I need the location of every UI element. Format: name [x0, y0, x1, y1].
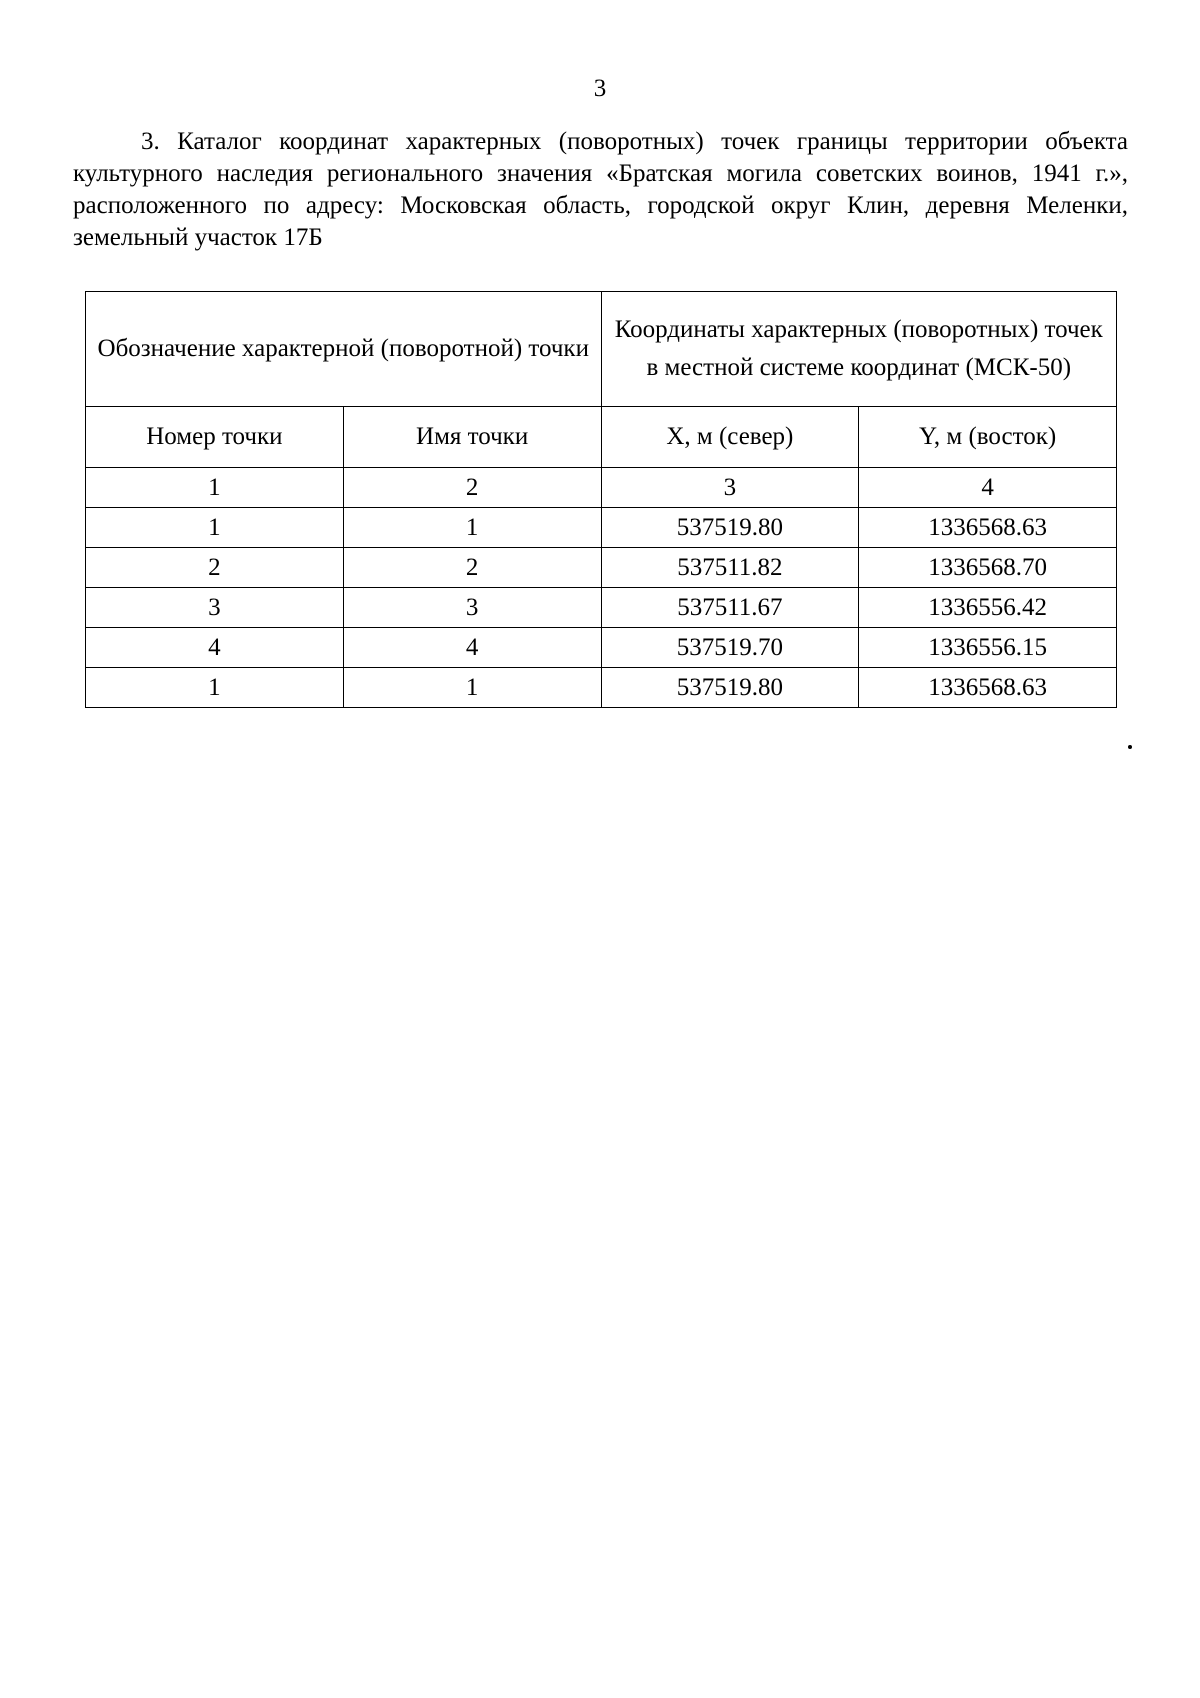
point-number-cell: 2: [86, 548, 344, 588]
table-row: [86, 508, 1117, 548]
point-name-cell: 2: [343, 548, 601, 588]
y-coordinate-cell: 1336568.63: [859, 508, 1117, 548]
table-row: [86, 588, 1117, 628]
point-name-cell: 3: [343, 588, 601, 628]
stray-dot-mark: [1128, 745, 1132, 749]
coordinates-table: [85, 291, 1117, 708]
x-coordinate-cell: 537519.70: [601, 628, 859, 668]
y-coordinate-cell: 1336568.70: [859, 548, 1117, 588]
table-row: [86, 548, 1117, 588]
table-row: [86, 628, 1117, 668]
catalog-title-paragraph: 3. Каталог координат характерных (поворотных) точек границы территории объекта культурного наследия регионального значения «Братская могила советских воинов, 1941 г.», расположенного по адресу: Московская область, городской округ Клин, деревня Меленки, земельный участок 17Б: [73, 128, 1128, 251]
point-name-cell: 1: [343, 508, 601, 548]
point-number-cell: 1: [86, 668, 344, 708]
point-number-cell: 3: [86, 588, 344, 628]
column-number-cell: 4: [859, 468, 1117, 508]
page-number: 3: [593, 75, 607, 102]
column-number-row: [86, 468, 1117, 508]
column-number-cell: 2: [343, 468, 601, 508]
coordinates-group-header: Координаты характерных (поворотных) точек в местной системе координат (МСК-50): [601, 292, 1117, 407]
point-name-cell: 1: [343, 668, 601, 708]
column-header-point-name: Имя точки: [343, 407, 601, 468]
point-number-cell: 1: [86, 508, 344, 548]
x-coordinate-cell: 537519.80: [601, 508, 859, 548]
x-coordinate-cell: 537519.80: [601, 668, 859, 708]
table-row: [86, 668, 1117, 708]
x-coordinate-cell: 537511.67: [601, 588, 859, 628]
y-coordinate-cell: 1336556.42: [859, 588, 1117, 628]
x-coordinate-cell: 537511.82: [601, 548, 859, 588]
column-header-x: X, м (север): [601, 407, 859, 468]
column-number-cell: 1: [86, 468, 344, 508]
column-header-point-number: Номер точки: [86, 407, 344, 468]
designation-group-header: Обозначение характерной (поворотной) точки: [86, 292, 602, 407]
point-name-cell: 4: [343, 628, 601, 668]
y-coordinate-cell: 1336568.63: [859, 668, 1117, 708]
column-number-cell: 3: [601, 468, 859, 508]
column-header-y: Y, м (восток): [859, 407, 1117, 468]
y-coordinate-cell: 1336556.15: [859, 628, 1117, 668]
point-number-cell: 4: [86, 628, 344, 668]
table-column-header-row: [86, 407, 1117, 468]
table-group-header-row: [86, 292, 1117, 407]
